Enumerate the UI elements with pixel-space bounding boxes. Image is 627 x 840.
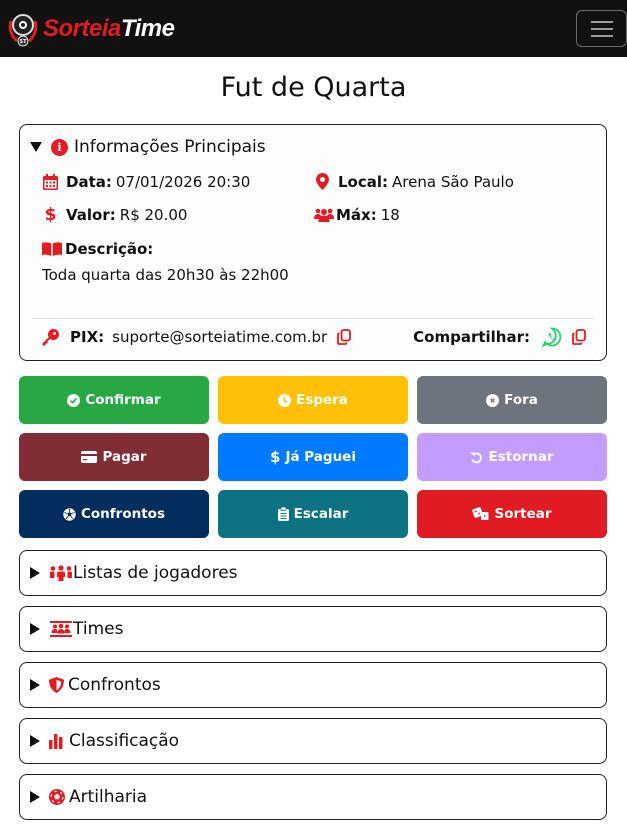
escalar-button[interactable]	[218, 490, 408, 538]
confrontos-button[interactable]	[19, 490, 209, 538]
section-artilharia[interactable]	[19, 774, 607, 820]
credit-card-icon	[81, 451, 97, 463]
max-value: 18	[380, 205, 400, 224]
description-text: Toda quarta das 20h30 às 22h00	[42, 266, 289, 284]
dollar-icon: $	[270, 448, 281, 466]
share-label: Compartilhar:	[413, 328, 530, 346]
pagar-label: Pagar	[102, 449, 147, 465]
brand-name	[43, 15, 174, 43]
page-title: Fut de Quarta	[220, 72, 407, 103]
section-times[interactable]	[19, 606, 607, 652]
caret-right-icon	[30, 623, 40, 635]
estornar-label: Estornar	[488, 449, 554, 465]
caret-down-icon	[30, 142, 42, 152]
local-label: Local:	[338, 172, 389, 191]
info-field-data	[42, 172, 314, 191]
caret-right-icon	[30, 791, 40, 803]
pix-label: PIX:	[70, 328, 105, 346]
map-pin-icon	[314, 173, 331, 190]
people-roof-icon	[49, 621, 73, 637]
section-listas-de-jogadores[interactable]	[19, 550, 607, 596]
data-value: 07/01/2026 20:30	[115, 172, 251, 191]
dice-icon	[472, 507, 489, 521]
valor-value: R$ 20.00	[119, 205, 188, 224]
ja-paguei-label: Já Paguei	[285, 449, 356, 465]
bar-chart-icon	[49, 734, 63, 749]
info-field-valor	[42, 205, 314, 224]
clipboard-icon	[278, 507, 289, 521]
brand-part-time: Time	[120, 14, 175, 42]
data-label: Data:	[66, 172, 112, 191]
logo-icon	[7, 11, 39, 47]
copy-pix-icon[interactable]	[337, 329, 351, 345]
action-buttons	[19, 376, 607, 538]
pix-row	[32, 318, 594, 347]
sortear-button[interactable]	[417, 490, 607, 538]
description-block	[20, 224, 606, 284]
undo-icon	[470, 451, 483, 464]
section-confrontos[interactable]	[19, 662, 607, 708]
info-fields	[20, 157, 606, 224]
book-icon	[42, 242, 62, 256]
navbar-toggle-button[interactable]	[576, 10, 627, 47]
section-label: Artilharia	[69, 787, 148, 807]
calendar-icon	[42, 174, 59, 190]
caret-right-icon	[30, 735, 40, 747]
clock-icon	[278, 394, 291, 407]
section-label: Times	[73, 619, 124, 639]
users-icon	[314, 208, 334, 222]
brand-link[interactable]	[7, 11, 174, 47]
info-card	[19, 124, 607, 361]
confrontos-label: Confrontos	[81, 506, 165, 522]
hamburger-menu-icon	[591, 21, 613, 23]
key-icon	[42, 329, 59, 346]
caret-right-icon	[30, 679, 40, 691]
local-value: Arena São Paulo	[392, 172, 514, 191]
copy-share-link-icon[interactable]	[572, 329, 586, 345]
brand-part-sorteia: Sorteia	[43, 14, 121, 42]
max-label: Máx:	[336, 205, 377, 224]
navbar	[0, 0, 627, 57]
description-label: Descrição:	[65, 239, 154, 258]
caret-right-icon	[30, 567, 40, 579]
espera-button[interactable]	[218, 376, 408, 424]
soccer-ball-icon	[63, 508, 76, 521]
info-summary-label: Informações Principais	[74, 137, 266, 157]
fora-label: Fora	[504, 392, 538, 408]
shield-icon	[49, 677, 64, 693]
sortear-label: Sortear	[494, 506, 552, 522]
info-circle-icon: i	[51, 139, 68, 156]
svg-text:ST: ST	[19, 38, 27, 45]
check-circle-icon	[67, 394, 80, 407]
confirmar-label: Confirmar	[85, 392, 161, 408]
section-label: Listas de jogadores	[73, 563, 238, 583]
info-summary-toggle[interactable]	[20, 125, 606, 157]
people-group-icon	[49, 565, 73, 581]
fora-button[interactable]	[417, 376, 607, 424]
x-circle-icon	[486, 394, 499, 407]
dollar-icon: $	[44, 204, 57, 225]
section-classificacao[interactable]	[19, 718, 607, 764]
info-field-local	[314, 172, 584, 191]
valor-label: Valor:	[66, 205, 116, 224]
soccer-ball-icon	[49, 789, 65, 805]
section-label: Classificação	[69, 731, 180, 751]
pagar-button[interactable]	[19, 433, 209, 481]
info-field-max	[314, 205, 584, 224]
section-label: Confrontos	[68, 675, 161, 695]
estornar-button[interactable]	[417, 433, 607, 481]
whatsapp-icon[interactable]	[542, 327, 562, 347]
espera-label: Espera	[296, 392, 348, 408]
hamburger-line	[591, 28, 613, 30]
pix-value[interactable]: suporte@sorteiatime.com.br	[112, 328, 328, 346]
hamburger-line	[591, 35, 613, 37]
ja-paguei-button[interactable]	[218, 433, 408, 481]
confirmar-button[interactable]	[19, 376, 209, 424]
escalar-label: Escalar	[293, 506, 349, 522]
